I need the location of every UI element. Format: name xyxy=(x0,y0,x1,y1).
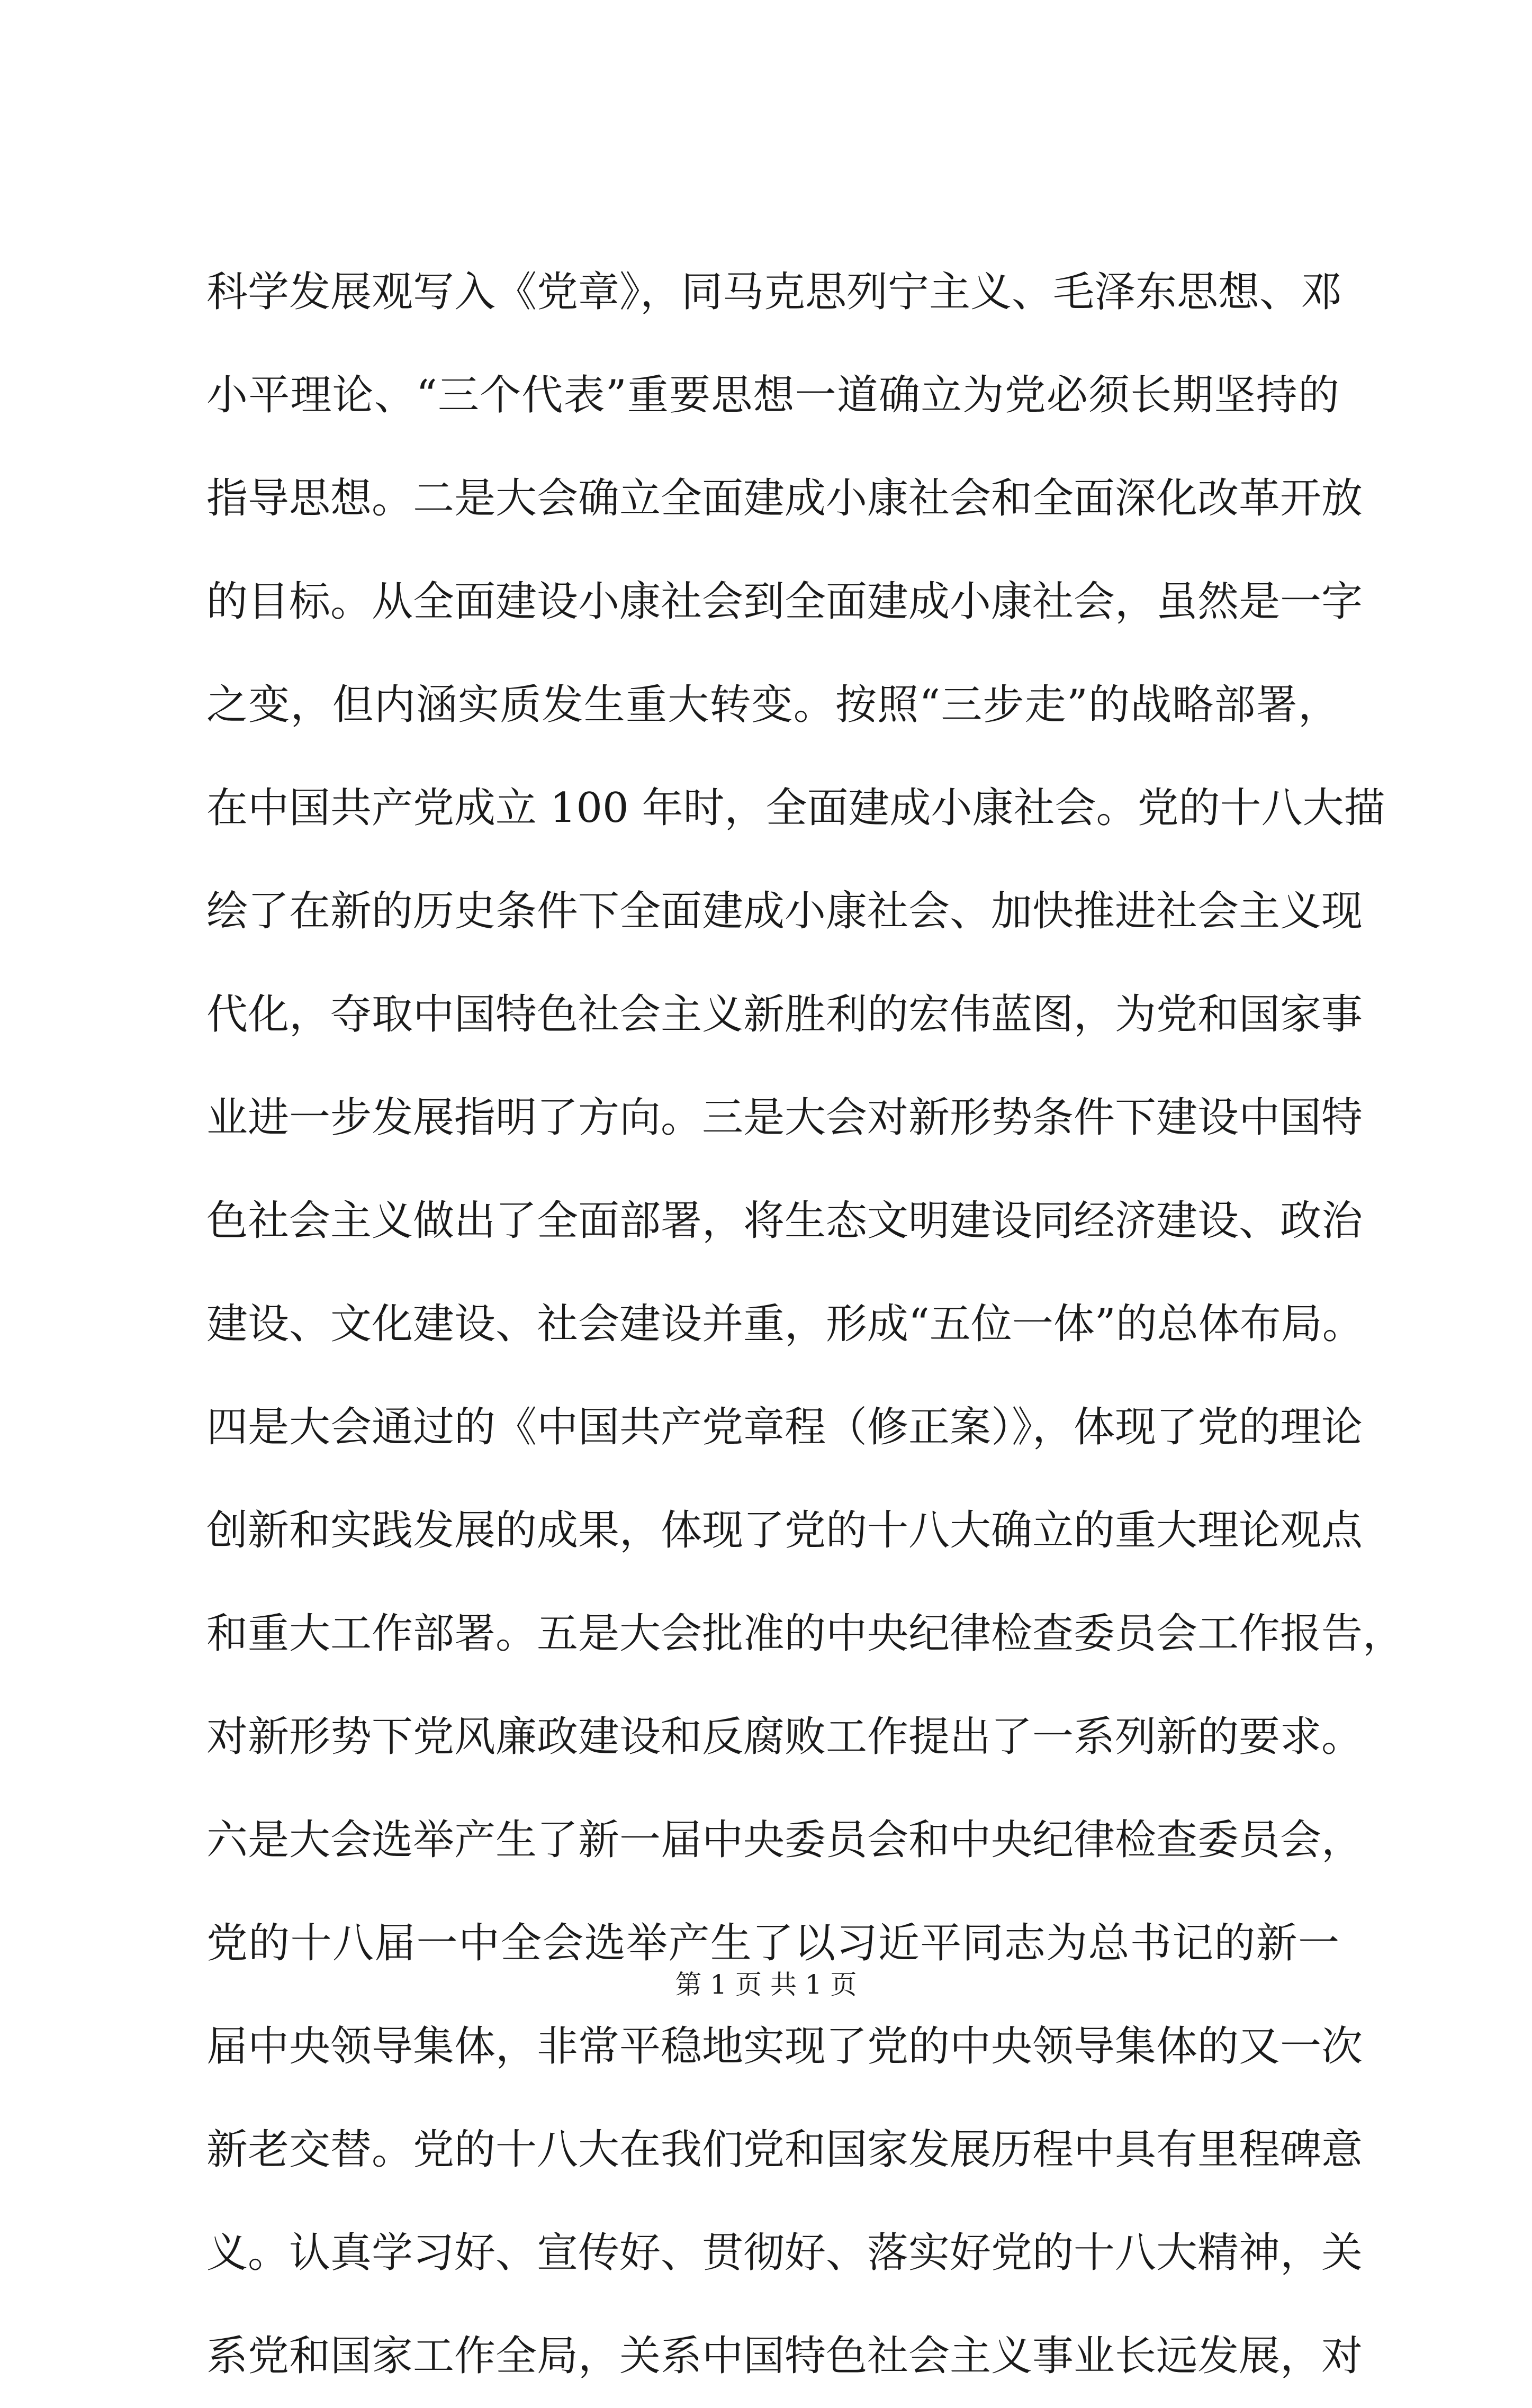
text-line: 六是大会选举产生了新一届中央委员会和中央纪律检查委员会， xyxy=(206,1816,1363,1864)
text-line: 科学发展观写入《党章》，同马克思列宁主义、毛泽东思想、邓 xyxy=(206,268,1342,316)
text-line: 党的十八届一中全会选举产生了以习近平同志为总书记的新一 xyxy=(206,1920,1339,1967)
text-line: 建设、文化建设、社会建设并重，形成“五位一体”的总体布局。 xyxy=(206,1300,1364,1348)
text-line: 届中央领导集体，非常平稳地实现了党的中央领导集体的又一次 xyxy=(206,2023,1363,2070)
text-line: 四是大会通过的《中国共产党章程（修正案）》，体现了党的理论 xyxy=(206,1404,1363,1451)
text-line: 在中国共产党成立 100 年时，全面建成小康社会。党的十八大描 xyxy=(206,784,1385,832)
text-line: 指导思想。二是大会确立全面建成小康社会和全面深化改革开放 xyxy=(206,475,1363,522)
text-line: 绘了在新的历史条件下全面建成小康社会、加快推进社会主义现 xyxy=(206,888,1363,935)
text-line: 新老交替。党的十八大在我们党和国家发展历程中具有里程碑意 xyxy=(206,2126,1363,2174)
text-line: 创新和实践发展的成果，体现了党的十八大确立的重大理论观点 xyxy=(206,1507,1363,1554)
body-paragraph xyxy=(206,241,1404,2408)
text-line: 代化，夺取中国特色社会主义新胜利的宏伟蓝图，为党和国家事 xyxy=(206,991,1363,1038)
page-footer: 第 1 页 共 1 页 xyxy=(675,1969,857,2000)
text-line: 和重大工作部署。五是大会批准的中央纪律检查委员会工作报告， xyxy=(206,1610,1404,1658)
text-line: 对新形势下党风廉政建设和反腐败工作提出了一系列新的要求。 xyxy=(206,1713,1363,1761)
text-line: 业进一步发展指明了方向。三是大会对新形势条件下建设中国特 xyxy=(206,1094,1363,1142)
text-line: 义。认真学习好、宣传好、贯彻好、落实好党的十八大精神，关 xyxy=(206,2229,1363,2277)
text-line: 小平理论、“三个代表”重要思想一道确立为党必须长期坚持的 xyxy=(206,372,1339,419)
text-line: 系党和国家工作全局，关系中国特色社会主义事业长远发展，对 xyxy=(206,2332,1363,2380)
text-line: 之变，但内涵实质发生重大转变。按照“三步走”的战略部署， xyxy=(206,681,1339,729)
text-line: 的目标。从全面建设小康社会到全面建成小康社会，虽然是一字 xyxy=(206,578,1363,626)
text-line: 色社会主义做出了全面部署，将生态文明建设同经济建设、政治 xyxy=(206,1197,1363,1245)
